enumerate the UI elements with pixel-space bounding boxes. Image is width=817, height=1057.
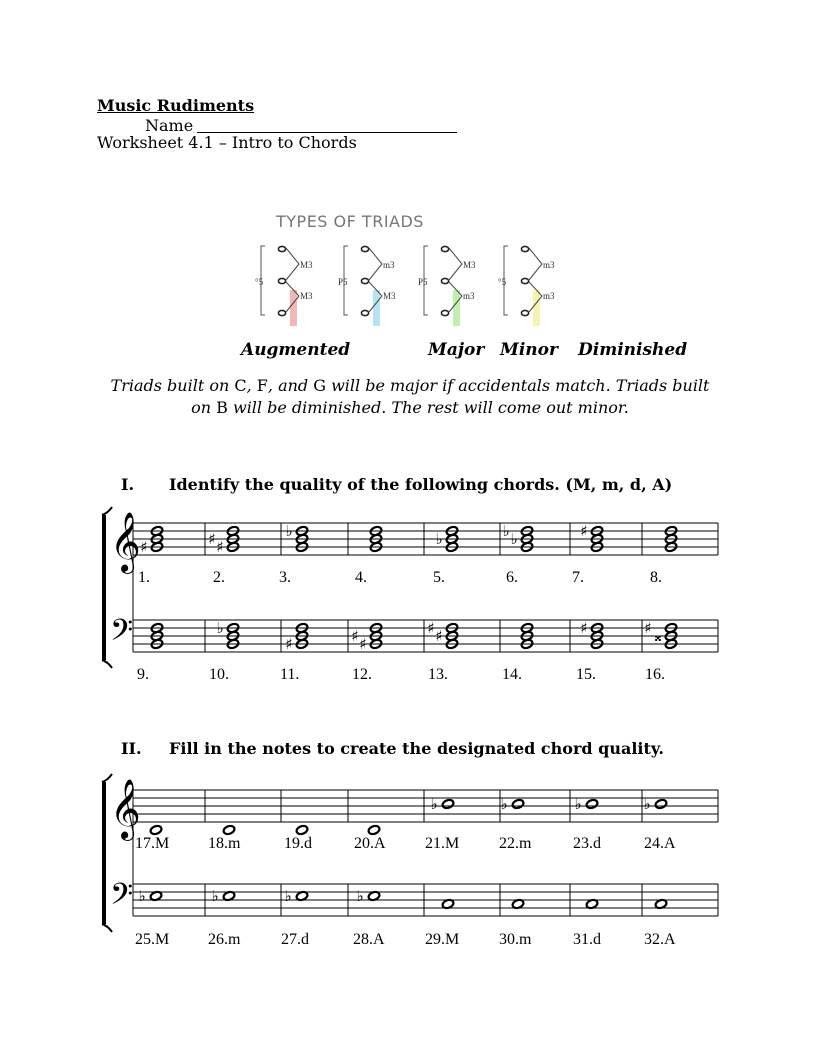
sharp-icon: ♯ — [216, 538, 224, 556]
exercise-number: 8. — [650, 569, 662, 586]
flat-icon: ♭ — [643, 795, 651, 813]
triads-diagram-title: TYPES OF TRIADS — [276, 212, 424, 231]
exercise-quality-label: 27.d — [281, 931, 309, 948]
exercise-number: 13. — [428, 666, 448, 683]
exercise-number: 5. — [433, 569, 445, 586]
lower-interval-label: M3 — [300, 291, 313, 301]
section-2-heading: Fill in the notes to create the designated chord quality. — [169, 739, 664, 758]
flat-icon: ♭ — [285, 522, 293, 540]
lower-interval-label: M3 — [383, 291, 396, 301]
exercise-number: 2. — [213, 569, 225, 586]
exercise-quality-label: 23.d — [573, 835, 601, 852]
label-diminished: Diminished — [578, 340, 688, 360]
exercise-quality-label: 30.m — [499, 931, 532, 948]
upper-interval-label: M3 — [300, 260, 313, 270]
exercise-number: 6. — [506, 569, 518, 586]
exercise-quality-label: 26.m — [208, 931, 241, 948]
treble-staff-2 — [133, 790, 718, 822]
exercise-quality-label: 31.d — [573, 931, 601, 948]
given-root-note — [585, 799, 598, 810]
flat-icon: ♭ — [430, 795, 438, 813]
exercise-quality-label: 29.M — [425, 931, 460, 948]
flat-icon: ♭ — [510, 530, 518, 548]
outer-interval-label: °5 — [255, 277, 264, 287]
lower-interval-label: m3 — [543, 291, 555, 301]
flat-icon: ♭ — [138, 887, 146, 905]
bass-clef-icon: 𝄢 — [110, 878, 134, 919]
exercise-number: 12. — [352, 666, 372, 683]
exercise-number: 3. — [279, 569, 291, 586]
sharp-icon: ♯ — [351, 627, 359, 645]
exercise-quality-label: 28.A — [353, 931, 385, 948]
exercise-quality-label: 21.M — [425, 835, 460, 852]
exercise-quality-label: 18.m — [208, 835, 241, 852]
sharp-icon: ♯ — [580, 522, 588, 540]
label-minor: Minor — [500, 340, 558, 360]
flat-icon: ♭ — [211, 887, 219, 905]
exercise-quality-label: 24.A — [644, 835, 676, 852]
triad-rule-text: Triads built on C, F, and G will be major if accidentals match. Triads built on B will be diminished. The rest will come out minor. — [110, 376, 710, 417]
exercise-number: 10. — [209, 666, 229, 683]
sharp-icon: ♯ — [435, 627, 443, 645]
exercise-number: 4. — [355, 569, 367, 586]
sharp-icon: ♯ — [644, 619, 652, 637]
sharp-icon: ♯ — [427, 619, 435, 637]
section-1-heading: Identify the quality of the following chords. (M, m, d, A) — [169, 475, 673, 494]
section-2-roman: II. — [121, 739, 142, 758]
exercise-quality-label: 25.M — [135, 931, 170, 948]
exercise-quality-label: 19.d — [284, 835, 312, 852]
flat-icon: ♭ — [435, 530, 443, 548]
exercise-number: 7. — [572, 569, 584, 586]
label-major: Major — [428, 340, 485, 360]
section-1-roman: I. — [121, 475, 135, 494]
exercise-number: 11. — [280, 666, 300, 683]
flat-icon: ♭ — [356, 887, 364, 905]
given-root-note — [654, 799, 667, 810]
lower-interval-label: m3 — [463, 291, 475, 301]
label-augmented: Augmented — [241, 340, 351, 360]
sharp-icon: ♯ — [140, 538, 148, 556]
exercise-quality-label: 17.M — [135, 835, 170, 852]
bracket-bottom-hook — [102, 924, 112, 932]
given-root-note — [222, 825, 235, 836]
exercise-number: 15. — [576, 666, 596, 683]
worksheet-subtitle: Worksheet 4.1 – Intro to Chords — [97, 133, 357, 152]
flat-icon: ♭ — [500, 795, 508, 813]
sharp-icon: ♯ — [208, 530, 216, 548]
exercise-quality-label: 22.m — [499, 835, 532, 852]
upper-interval-label: m3 — [543, 260, 555, 270]
worksheet-course-title: Music Rudiments — [97, 96, 255, 115]
bass-clef-icon: 𝄢 — [110, 614, 134, 655]
sharp-icon: ♯ — [359, 635, 367, 653]
exercise-number: 9. — [137, 666, 149, 683]
treble-clef-icon: 𝄞 — [110, 779, 141, 839]
exercise-quality-label: 20.A — [354, 835, 386, 852]
sharp-icon: ♯ — [580, 619, 588, 637]
exercise-number: 14. — [502, 666, 522, 683]
sharp-icon: ♯ — [285, 635, 293, 653]
given-root-note — [367, 825, 380, 836]
exercise-number: 16. — [645, 666, 665, 683]
flat-icon: ♭ — [502, 522, 510, 540]
flat-icon: ♭ — [574, 795, 582, 813]
given-root-note — [295, 825, 308, 836]
upper-interval-label: m3 — [383, 260, 395, 270]
outer-interval-label: P5 — [418, 277, 428, 287]
outer-interval-label: °5 — [498, 277, 507, 287]
bass-staff-2 — [133, 884, 718, 916]
outer-interval-label: P5 — [338, 277, 348, 287]
double-sharp-icon: 𝄪 — [654, 627, 662, 645]
name-label: Name — [145, 116, 194, 135]
exercise-number: 1. — [138, 569, 150, 586]
exercise-quality-label: 32.A — [644, 931, 676, 948]
given-root-note — [149, 825, 162, 836]
flat-icon: ♭ — [284, 887, 292, 905]
given-root-note — [441, 799, 454, 810]
treble-clef-icon: 𝄞 — [110, 512, 141, 572]
upper-interval-label: M3 — [463, 260, 476, 270]
bracket-bottom-hook — [102, 660, 112, 668]
flat-icon: ♭ — [216, 619, 224, 637]
given-root-note — [511, 799, 524, 810]
